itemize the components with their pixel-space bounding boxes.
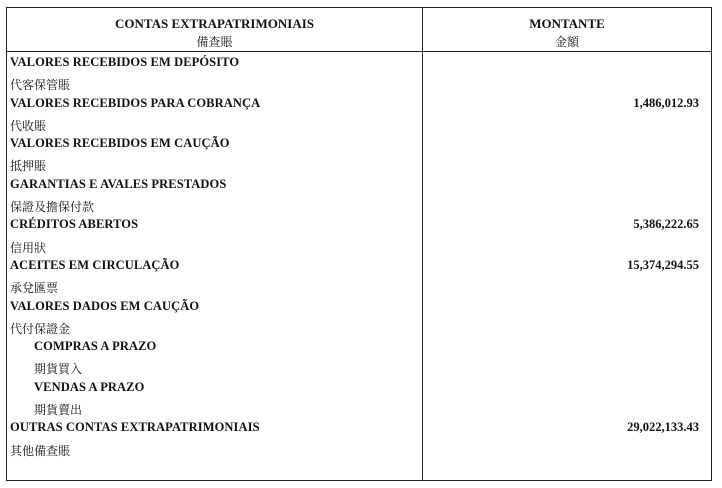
amount-value: 29,022,133.43 <box>627 420 699 435</box>
table-row <box>7 134 711 154</box>
account-label-pt: OUTRAS CONTAS EXTRAPATRIMONIAIS <box>10 420 260 435</box>
account-label-zh: 代付保證金 <box>10 321 71 336</box>
account-label-pt: ACEITES EM CIRCULAÇÃO <box>10 257 180 272</box>
table-row <box>7 297 711 317</box>
account-label-zh: 保證及擔保付款 <box>10 200 95 215</box>
amount-value: 5,386,222.65 <box>633 217 699 232</box>
amount-value: 1,486,012.93 <box>633 95 699 110</box>
account-label-pt: VALORES RECEBIDOS EM DEPÓSITO <box>10 55 240 69</box>
account-label-zh: 其他備查賬 <box>10 443 71 458</box>
table-row <box>7 418 711 438</box>
account-label-zh: 信用狀 <box>10 240 47 255</box>
amount-value: 15,374,294.55 <box>627 257 699 272</box>
account-label-pt: CRÉDITOS ABERTOS <box>10 217 139 232</box>
table-row <box>7 398 711 418</box>
header-accounts-pt: CONTAS EXTRAPATRIMONIAIS <box>115 16 314 31</box>
account-label-pt: VALORES RECEBIDOS EM CAUÇÃO <box>10 136 230 151</box>
table-row <box>7 94 711 114</box>
off-balance-sheet-table <box>6 7 712 481</box>
header-accounts <box>7 14 422 52</box>
table-row <box>7 154 711 174</box>
account-label-pt: VENDAS A PRAZO <box>34 379 145 394</box>
table-row <box>7 236 711 256</box>
table-row <box>7 114 711 134</box>
table-row <box>7 175 711 195</box>
table-row <box>7 53 711 73</box>
account-label-pt: COMPRAS A PRAZO <box>34 339 157 354</box>
table-row <box>7 439 711 459</box>
account-label-zh: 期貨賣出 <box>34 403 83 418</box>
table-row <box>7 73 711 93</box>
header-accounts-zh: 備查賬 <box>196 35 233 49</box>
account-label-zh: 代收賬 <box>10 118 47 133</box>
table-row <box>7 256 711 276</box>
account-label-zh: 抵押賬 <box>10 159 47 174</box>
table-row <box>7 317 711 337</box>
table-row <box>7 378 711 398</box>
table-row <box>7 215 711 235</box>
table-row <box>7 195 711 215</box>
header-amount-pt: MONTANTE <box>529 16 605 31</box>
header-amount <box>423 14 711 52</box>
account-label-pt: VALORES DADOS EM CAUÇÃO <box>10 298 200 313</box>
table-row <box>7 337 711 357</box>
account-label-pt: VALORES RECEBIDOS PARA COBRANÇA <box>10 95 261 110</box>
table-row <box>7 357 711 377</box>
account-label-zh: 承兌匯票 <box>10 281 59 296</box>
account-label-pt: GARANTIAS E AVALES PRESTADOS <box>10 176 227 191</box>
table-row <box>7 276 711 296</box>
account-label-zh: 代客保管賬 <box>10 78 71 93</box>
account-label-zh: 期貨買入 <box>34 362 83 377</box>
table-body <box>7 53 711 459</box>
header-amount-zh: 金額 <box>554 35 579 49</box>
